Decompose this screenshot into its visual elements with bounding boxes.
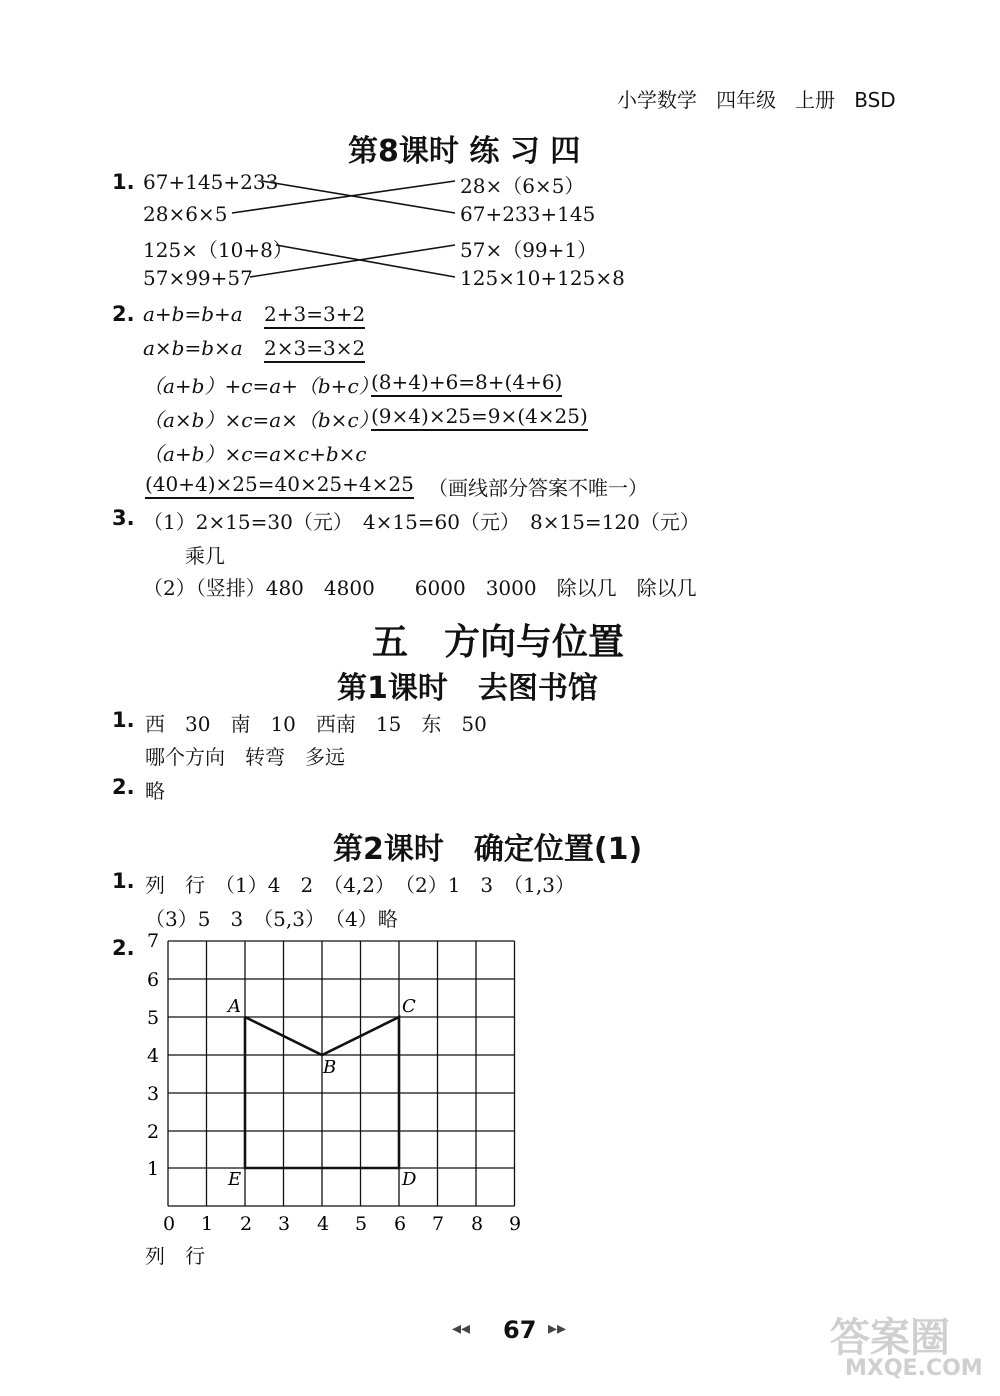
lesson1-q1-line-1: 西 30 南 10 西南 15 东 50 bbox=[145, 712, 487, 736]
header-edition: BSD bbox=[854, 88, 896, 112]
q1-left-1: 67+145+233 bbox=[143, 170, 279, 194]
y-label-5: 5 bbox=[147, 1007, 160, 1029]
x-label-0: 0 bbox=[163, 1213, 176, 1235]
q1-matching-lines bbox=[0, 0, 1000, 300]
q3-line-2: 乘几 bbox=[185, 544, 225, 568]
q1-left-4: 57×99+57 bbox=[143, 266, 253, 290]
unit5-title: 五 方向与位置 bbox=[372, 622, 625, 663]
watermark-url: MXQE.COM bbox=[845, 1356, 983, 1381]
point-label-b: B bbox=[323, 1057, 337, 1078]
lesson1-q2-number: 2. bbox=[112, 775, 135, 799]
lesson2-q1-line-1: 列 行 （1）4 2 （4,2） （2）1 3 （1,3） bbox=[145, 873, 575, 897]
page-left-arrows: ◂◂ bbox=[452, 1318, 471, 1339]
q1-right-2: 67+233+145 bbox=[460, 202, 596, 226]
q2-number: 2. bbox=[112, 302, 135, 326]
y-label-3: 3 bbox=[147, 1083, 160, 1105]
watermark-logo: 答案圈 bbox=[830, 1315, 950, 1361]
x-label-2: 2 bbox=[240, 1213, 253, 1235]
x-label-6: 6 bbox=[394, 1213, 407, 1235]
header-volume: 上册 bbox=[795, 88, 836, 112]
q2-example-5: (40+4)×25=40×25+4×25 bbox=[145, 472, 414, 499]
x-label-4: 4 bbox=[317, 1213, 330, 1235]
lesson1-q1-line-2: 哪个方向 转弯 多远 bbox=[145, 745, 345, 769]
point-label-e: E bbox=[228, 1169, 242, 1190]
q3-line-3: （2）（竖排）480 4800 6000 3000 除以几 除以几 bbox=[143, 576, 697, 600]
q2-law-2: a×b=b×a bbox=[143, 336, 243, 360]
q2-example-3: (8+4)+6=8+(4+6) bbox=[371, 370, 562, 397]
lesson2-q1-number: 1. bbox=[112, 869, 135, 893]
q2-law-4: （a×b）×c=a×（b×c） bbox=[143, 408, 379, 432]
y-label-1: 1 bbox=[147, 1158, 160, 1180]
q2-example-2: 2×3=3×2 bbox=[264, 336, 365, 363]
page-right-arrows: ▸▸ bbox=[548, 1318, 567, 1339]
y-label-4: 4 bbox=[147, 1045, 160, 1067]
lesson1-q1-number: 1. bbox=[112, 708, 135, 732]
q2-law-1: a+b=b+a bbox=[143, 302, 243, 326]
q1-right-1: 28×（6×5） bbox=[460, 174, 585, 198]
x-label-1: 1 bbox=[201, 1213, 214, 1235]
q1-left-3: 125×（10+8） bbox=[143, 238, 293, 262]
section8-title: 第8课时 练 习 四 bbox=[348, 134, 581, 169]
lesson2-q2-number: 2. bbox=[112, 936, 135, 960]
y-label-6: 6 bbox=[147, 969, 160, 991]
q1-right-4: 125×10+125×8 bbox=[460, 266, 625, 290]
q1-number: 1. bbox=[112, 170, 135, 194]
x-label-8: 8 bbox=[471, 1213, 484, 1235]
grid-lines bbox=[168, 941, 515, 1206]
x-label-3: 3 bbox=[278, 1213, 291, 1235]
q2-example-4: (9×4)×25=9×(4×25) bbox=[371, 404, 588, 431]
lesson2-title: 第2课时 确定位置(1) bbox=[333, 832, 643, 867]
x-label-5: 5 bbox=[355, 1213, 368, 1235]
q2-law-3: （a+b）+c=a+（b+c） bbox=[143, 374, 379, 398]
q3-number: 3. bbox=[112, 506, 135, 530]
q3-line-1: （1）2×15=30（元） 4×15=60（元） 8×15=120（元） bbox=[143, 510, 700, 534]
q2-note: （画线部分答案不唯一） bbox=[428, 476, 648, 500]
page-number: 67 bbox=[503, 1316, 537, 1344]
header-grade: 四年级 bbox=[716, 88, 777, 112]
q2-example-1: 2+3=3+2 bbox=[264, 302, 365, 329]
coordinate-grid bbox=[130, 925, 540, 1270]
point-label-a: A bbox=[228, 996, 241, 1017]
q2-law-5: （a+b）×c=a×c+b×c bbox=[143, 442, 367, 466]
point-label-d: D bbox=[402, 1169, 417, 1190]
grid-caption: 列 行 bbox=[145, 1244, 205, 1268]
lesson2-q1-line-2: （3）5 3 （5,3） （4）略 bbox=[145, 907, 398, 931]
q1-right-3: 57×（99+1） bbox=[460, 238, 598, 262]
point-label-c: C bbox=[402, 996, 416, 1017]
y-label-2: 2 bbox=[147, 1121, 160, 1143]
header-subject: 小学数学 bbox=[617, 88, 697, 112]
lesson1-title: 第1课时 去图书馆 bbox=[337, 671, 598, 706]
y-label-7: 7 bbox=[147, 930, 160, 952]
lesson1-q2-text: 略 bbox=[145, 779, 165, 803]
x-label-7: 7 bbox=[432, 1213, 445, 1235]
q1-left-2: 28×6×5 bbox=[143, 202, 228, 226]
x-label-9: 9 bbox=[509, 1213, 522, 1235]
